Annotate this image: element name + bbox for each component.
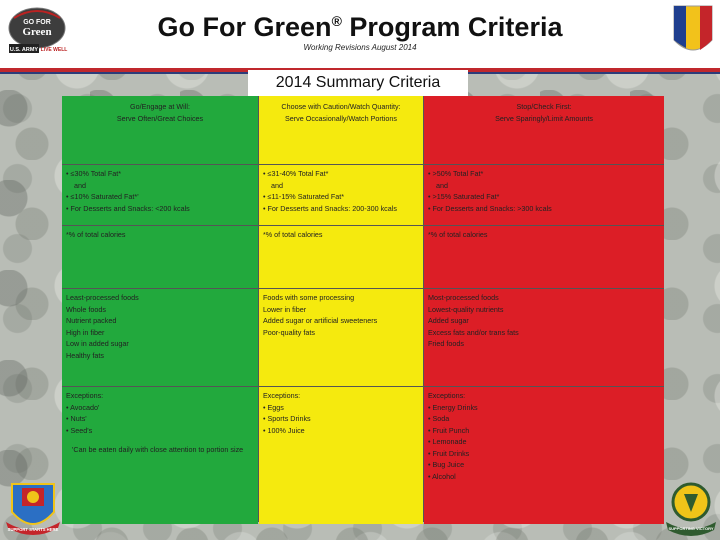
exceptions-cell-green [62,387,258,524]
page-title [0,12,720,43]
exception-item: • Nuts' [66,413,254,425]
note-cell-green [62,226,258,288]
food-item: Added sugar [428,316,469,325]
logo-text-live-well: LIVE WELL [40,47,68,53]
criteria-and: and [74,180,86,190]
exceptions-title: Exceptions: [66,391,104,400]
header-line: Serve Sparingly/Limit Amounts [495,113,593,123]
support-starts-here-emblem [4,478,62,536]
header-cell-yellow [259,96,423,164]
criteria-note: *% of total calories [428,230,488,239]
criteria-cell-green [62,165,258,225]
food-item: Lower in fiber [263,304,307,314]
criteria-and: and [271,180,283,190]
criteria-item: • For Desserts and Snacks: >300 kcals [428,203,660,215]
exceptions-note: 'Can be eaten daily with close attention to portion size [72,445,244,454]
go-for-green-logo [6,4,68,56]
logo-text-green: Green [22,26,52,38]
food-item: High in fiber [66,327,105,337]
exception-item: • Bug Juice [428,459,660,471]
food-item: Lowest-quality nutrients [428,304,504,314]
exception-item: • Avocado' [66,402,254,414]
header-line: Stop/Check First: [516,102,572,111]
exception-item: • Eggs [263,402,419,414]
subtitle: Working Revisions August 2014 [303,43,417,52]
exception-item: • 100% Juice [263,425,419,437]
criteria-item: • ≤10% Saturated Fat*' [66,191,254,203]
criteria-note: *% of total calories [263,230,323,239]
exception-item: • Soda [428,413,660,425]
criteria-item: • For Desserts and Snacks: 200-300 kcals [263,203,419,215]
food-item: Fried foods [428,339,464,348]
food-item: Whole foods [66,304,106,314]
registered-mark: ® [331,13,342,29]
criteria-note: *% of total calories [66,230,126,239]
criteria-cell-red [424,165,664,225]
food-item: Poor-quality fats [263,327,315,337]
title-rest: Program Criteria [341,12,563,42]
exceptions-cell-yellow [259,387,423,524]
exceptions-title: Exceptions: [263,391,301,400]
header-cell-red [424,96,664,164]
header-cell-green [62,96,258,164]
note-cell-yellow [259,226,423,288]
foods-cell-red [424,289,664,386]
header-line: Go/Engage at Will: [130,102,190,111]
unit-flag-emblem [672,4,714,60]
header-line: Serve Occasionally/Watch Portions [285,113,397,123]
food-item: Foods with some processing [263,293,355,302]
criteria-item: • >15% Saturated Fat* [428,191,660,203]
food-item: Added sugar or artificial sweeteners [263,316,378,325]
foods-cell-yellow [259,289,423,386]
header-line: Serve Often/Great Choices [116,113,204,123]
criteria-table [62,96,664,522]
exception-item: • Lemonade [428,436,660,448]
food-item: Low in added sugar [66,339,129,348]
criteria-cell-yellow [259,165,423,225]
header-line: Choose with Caution/Watch Quantity: [281,102,401,111]
criteria-item: • For Desserts and Snacks: <200 kcals [66,203,254,215]
criteria-item: • >50% Total Fat* [428,168,660,180]
exception-item: • Fruit Punch [428,425,660,437]
emblem-left-text: SUPPORT STARTS HERE [7,527,59,532]
title-main: Go For Green [157,12,332,42]
criteria-item: • ≤11-15% Saturated Fat* [263,191,419,203]
criteria-item: • ≤31-40% Total Fat* [263,168,419,180]
exceptions-cell-red [424,387,664,524]
food-item: Most-processed foods [428,293,499,302]
note-cell-red [424,226,664,288]
exception-item: • Fruit Drinks [428,448,660,460]
exceptions-title: Exceptions: [428,391,466,400]
food-item: Healthy fats [66,350,104,360]
supporting-victory-emblem [664,480,718,536]
food-item: Nutrient packed [66,316,117,325]
header-bar [0,0,720,68]
logo-text-army: U.S. ARMY [9,47,39,53]
criteria-item: • ≤30% Total Fat* [66,168,254,180]
foods-cell-green [62,289,258,386]
criteria-and: and [436,180,448,190]
emblem-right-text: SUPPORTING VICTORY [668,526,714,531]
summary-title: 2014 Summary Criteria [248,70,468,96]
exception-item: • Alcohol [428,471,660,483]
logo-text-go-for: GO FOR [23,19,51,26]
exception-item: • Seed's [66,425,254,437]
exception-item: • Sports Drinks [263,413,419,425]
food-item: Least-processed foods [66,293,139,302]
exception-item: • Energy Drinks [428,402,660,414]
food-item: Excess fats and/or trans fats [428,327,519,337]
